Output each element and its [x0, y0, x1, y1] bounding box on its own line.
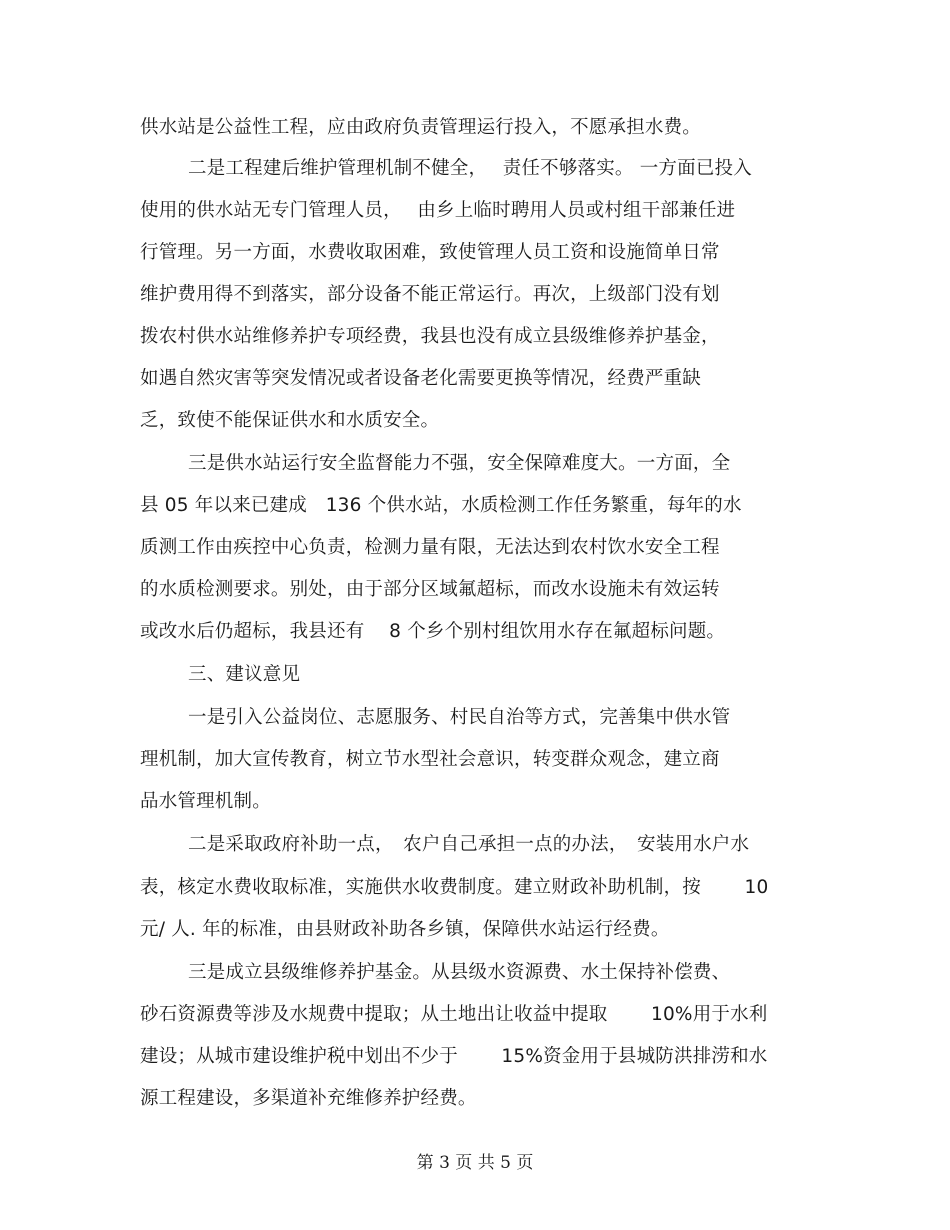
paragraph-start-line: 三是供水站运行安全监督能力不强，安全保障难度大。一方面，全: [188, 453, 731, 474]
text-line: 维护费用得不到落实，部分设备不能正常运行。再次，上级部门没有划: [140, 284, 720, 305]
text-line: 县 05 年以来已建成 136 个供水站，水质检测工作任务繁重，每年的水: [140, 495, 742, 516]
paragraph-start-line: 二是工程建后维护管理机制不健全， 责任不够落实。 一方面已投入: [188, 158, 752, 179]
text-line: 行管理。另一方面，水费收取困难，致使管理人员工资和设施简单日常: [140, 242, 720, 263]
text-line: 如遇自然灾害等突发情况或者设备老化需要更换等情况，经费严重缺: [140, 368, 702, 389]
text-line: 供水站是公益性工程，应由政府负责管理运行投入，不愿承担水费。: [140, 117, 702, 138]
page-number-footer: 第 3 页 共 5 页: [416, 1153, 534, 1173]
text-line: 表，核定水费收取标准，实施供水收费制度。建立财政补助机制，按 10: [140, 877, 769, 898]
section-heading: 三、建议意见: [188, 664, 301, 685]
text-line: 拨农村供水站维修养护专项经费，我县也没有成立县级维修养护基金，: [140, 326, 720, 347]
text-line: 使用的供水站无专门管理人员， 由乡上临时聘用人员或村组干部兼任进: [140, 200, 736, 221]
paragraph-start-line: 一是引入公益岗位、志愿服务、村民自治等方式，完善集中供水管: [188, 707, 731, 728]
text-line: 理机制，加大宣传教育，树立节水型社会意识，转变群众观念，建立商: [140, 749, 720, 770]
paragraph-start-line: 三是成立县级维修养护基金。从县级水资源费、水土保持补偿费、: [188, 962, 731, 983]
text-line: 的水质检测要求。别处，由于部分区域氟超标，而改水设施未有效运转: [140, 579, 720, 600]
text-line: 元/ 人. 年的标准，由县财政补助各乡镇，保障供水站运行经费。: [140, 919, 670, 940]
text-line: 或改水后仍超标，我县还有 8 个乡个别村组饮用水存在氟超标问题。: [140, 621, 726, 642]
text-line: 源工程建设，多渠道补充维修养护经费。: [140, 1088, 477, 1109]
text-line: 乏，致使不能保证供水和水质安全。: [140, 410, 440, 431]
text-line: 品水管理机制。: [140, 791, 271, 812]
text-line: 质测工作由疾控中心负责，检测力量有限，无法达到农村饮水安全工程: [140, 537, 720, 558]
text-line: 砂石资源费等涉及水规费中提取；从土地出让收益中提取 10%用于水利: [140, 1004, 768, 1025]
text-line: 建设；从城市建设维护税中划出不少于 15%资金用于县城防洪排涝和水: [140, 1046, 768, 1067]
paragraph-start-line: 二是采取政府补助一点， 农户自己承担一点的办法， 安装用水户水: [188, 834, 750, 855]
